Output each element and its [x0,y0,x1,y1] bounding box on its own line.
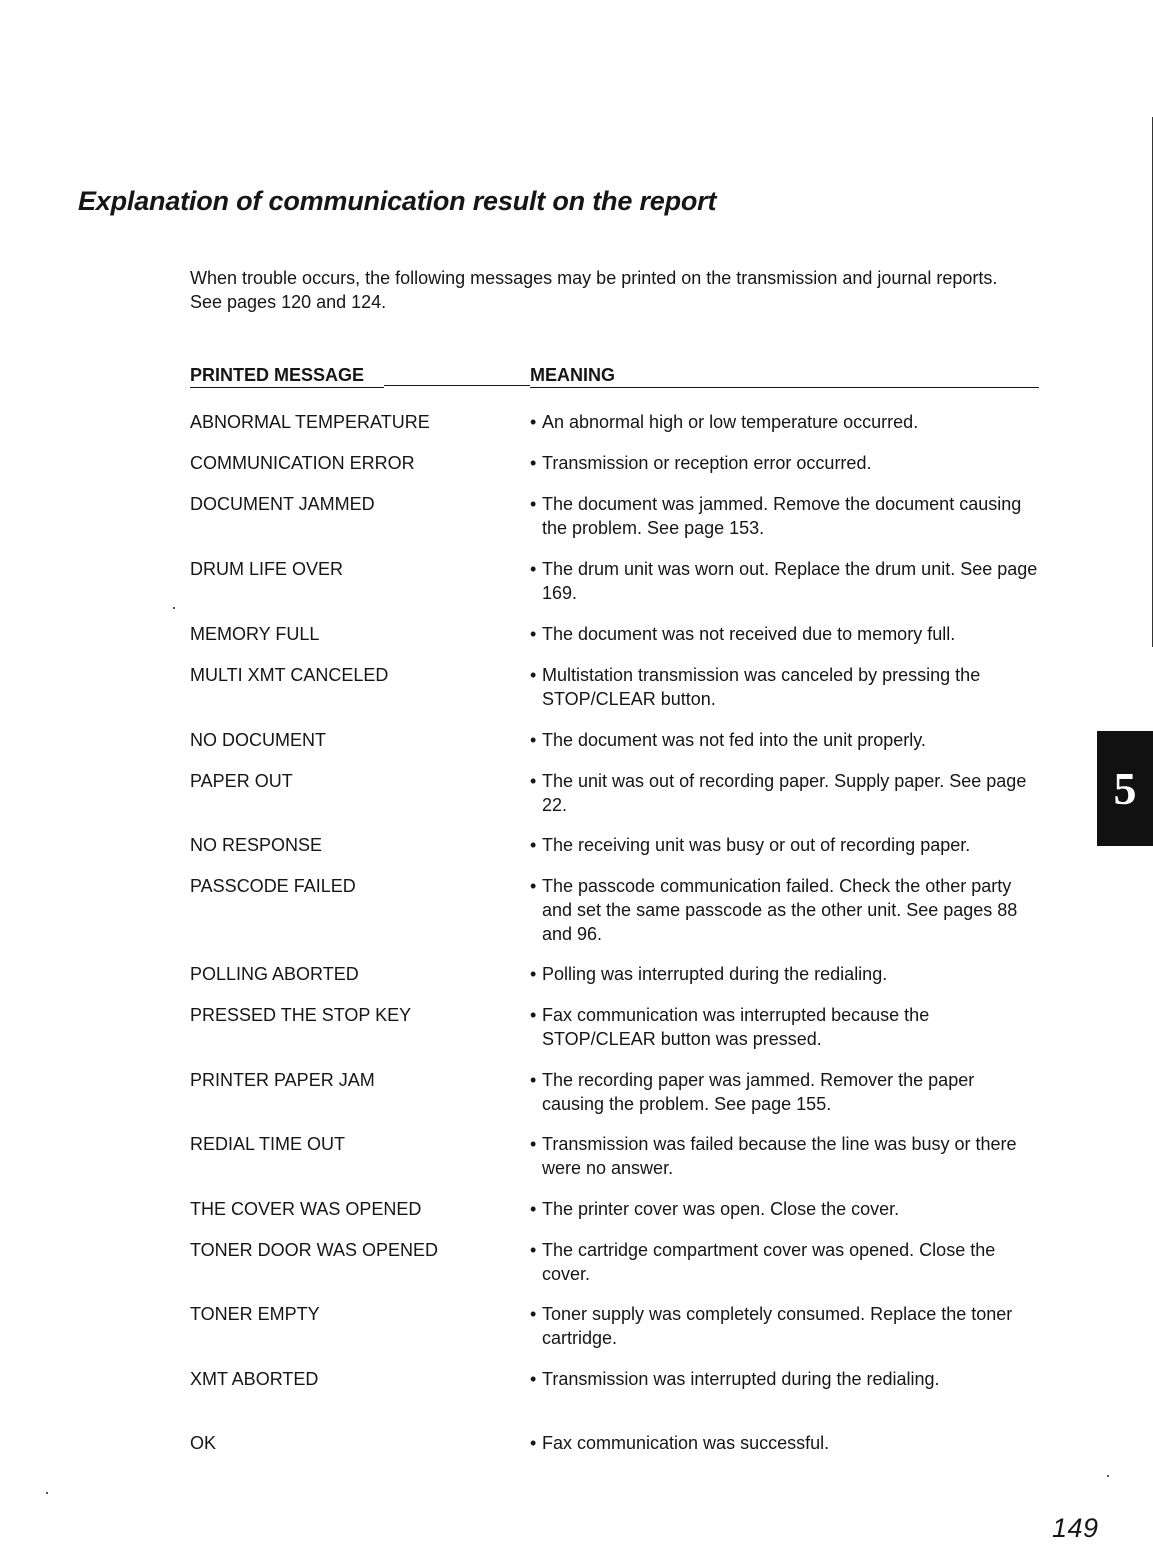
printed-message: PRINTER PAPER JAM [190,1070,375,1090]
meaning [530,1238,1040,1286]
meaning [530,962,1040,986]
meaning-text: The document was not received due to memory full. [542,624,956,644]
intro-paragraph: When trouble occurs, the following messages may be printed on the transmission and journal reports. See pages 120 and 124. [190,268,998,312]
meaning [530,1367,1040,1391]
meaning [530,1003,1040,1051]
printed-message: XMT ABORTED [190,1369,319,1389]
bullet-icon: • [530,876,537,896]
printed-message: THE COVER WAS OPENED [190,1199,422,1219]
printed-message: POLLING ABORTED [190,964,359,984]
bullet-icon: • [530,1005,537,1025]
meaning [530,874,1040,946]
printed-message: REDIAL TIME OUT [190,1134,346,1154]
meaning [530,833,1040,857]
bullet-icon: • [530,412,537,432]
meaning [530,1132,1040,1180]
meaning [530,728,1040,752]
meaning-text: The receiving unit was busy or out of recording paper. [542,835,971,855]
printed-message: DRUM LIFE OVER [190,559,344,579]
printed-message: PRESSED THE STOP KEY [190,1005,412,1025]
meaning-text: The document was jammed. Remove the document causing the problem. See page 153. [542,494,1022,538]
meaning-text: The unit was out of recording paper. Supply paper. See page 22. [542,771,1027,815]
meaning-text: Transmission was interrupted during the redialing. [542,1369,940,1389]
bullet-icon: • [530,1433,537,1453]
chapter-number: 5 [1113,763,1137,814]
printed-message: MEMORY FULL [190,624,320,644]
bullet-icon: • [530,964,537,984]
meaning [530,492,1040,540]
meaning-text: Multistation transmission was canceled by pressing the STOP/CLEAR button. [542,665,981,709]
printed-message: COMMUNICATION ERROR [190,453,415,473]
meaning [530,410,1040,434]
meaning-text: Toner supply was completely consumed. Replace the toner cartridge. [542,1304,1013,1348]
scan-speck [46,1492,48,1494]
meaning [530,1197,1040,1221]
bullet-icon: • [530,624,537,644]
bullet-icon: • [530,1240,537,1260]
printed-message: ABNORMAL TEMPERATURE [190,412,430,432]
printed-message: TONER EMPTY [190,1304,320,1324]
meaning-text: An abnormal high or low temperature occurred. [542,412,919,432]
bullet-icon: • [530,1304,537,1324]
printed-message: PAPER OUT [190,771,293,791]
bullet-icon: • [530,1369,537,1389]
printed-message: PASSCODE FAILED [190,876,356,896]
meaning-text: Fax communication was successful. [542,1433,830,1453]
printed-message: NO RESPONSE [190,835,323,855]
meaning-text: Fax communication was interrupted because the STOP/CLEAR button was pressed. [542,1005,930,1049]
header-printed-message: PRINTED MESSAGE [190,363,384,388]
bullet-icon: • [530,494,537,514]
meaning [530,622,1040,646]
bullet-icon: • [530,771,537,791]
meaning-text: The cartridge compartment cover was opened. Close the cover. [542,1240,996,1284]
meaning-text: The document was not fed into the unit properly. [542,730,926,750]
printed-message: OK [190,1433,217,1453]
meaning [530,1068,1040,1116]
bullet-icon: • [530,1199,537,1219]
bullet-icon: • [530,1070,537,1090]
page-title: Explanation of communication result on the report [78,186,717,216]
meaning [530,557,1040,605]
meaning [530,663,1040,711]
printed-message: MULTI XMT CANCELED [190,665,389,685]
page-number: 149 [1052,1513,1099,1543]
meaning-text: The drum unit was worn out. Replace the drum unit. See page 169. [542,559,1038,603]
printed-message: NO DOCUMENT [190,730,326,750]
meaning-text: The recording paper was jammed. Remover the paper causing the problem. See page 155. [542,1070,975,1114]
bullet-icon: • [530,835,537,855]
bullet-icon: • [530,665,537,685]
meaning [530,1431,1040,1455]
header-meaning: MEANING [530,363,1039,388]
printed-message: DOCUMENT JAMMED [190,494,375,514]
header-rule [384,385,530,386]
meaning-text: The printer cover was open. Close the cover. [542,1199,900,1219]
meaning [530,451,1040,475]
meaning [530,769,1040,817]
scan-speck [1107,1475,1109,1477]
bullet-icon: • [530,453,537,473]
meaning-text: The passcode communication failed. Check the other party and set the same passcode as the other unit. See pages 88 and 96. [542,876,1018,944]
meaning [530,1302,1040,1350]
meaning-text: Transmission was failed because the line was busy or there were no answer. [542,1134,1017,1178]
meaning-text: Transmission or reception error occurred. [542,453,872,473]
printed-message: TONER DOOR WAS OPENED [190,1240,439,1260]
scan-speck [173,607,175,609]
meaning-text: Polling was interrupted during the redialing. [542,964,888,984]
bullet-icon: • [530,730,537,750]
bullet-icon: • [530,559,537,579]
chapter-tab [1097,731,1153,846]
bullet-icon: • [530,1134,537,1154]
